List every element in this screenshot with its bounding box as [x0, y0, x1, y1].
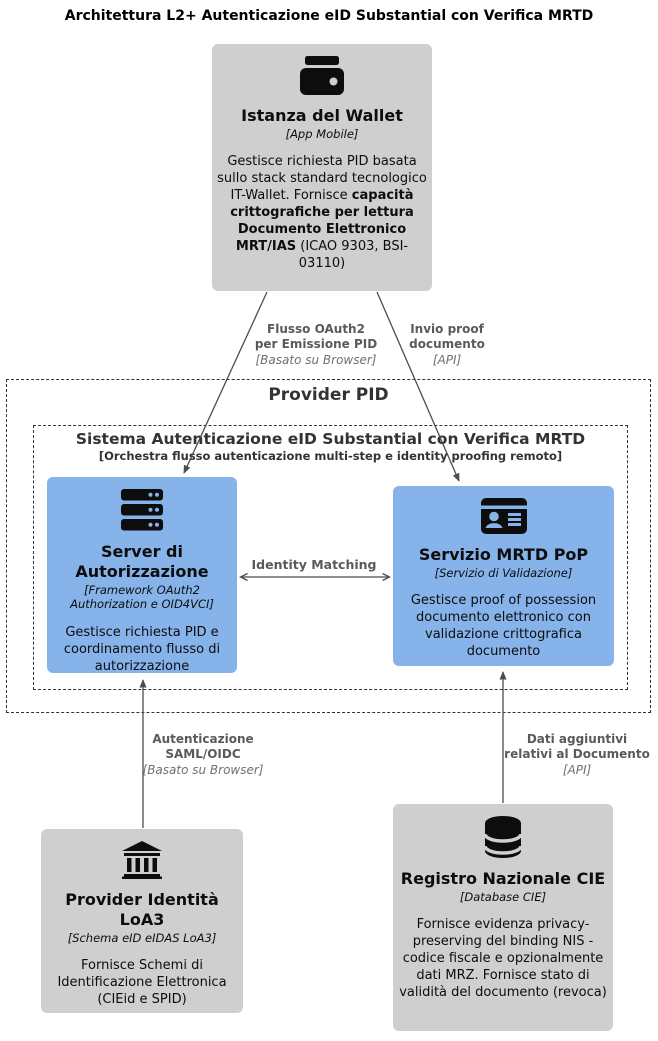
id-card-icon — [481, 498, 527, 538]
node-subtitle: [Servizio di Validazione] — [434, 566, 573, 580]
edge-label-line: Autenticazione — [152, 732, 254, 746]
provider-pid-title: Provider PID — [268, 385, 389, 405]
edge-label-proof-send — [409, 322, 485, 368]
edge-label-line: Flusso OAuth2 — [267, 322, 365, 336]
auth-server-node — [47, 477, 237, 673]
edge-label-doc-data — [504, 732, 650, 778]
cie-registry-node — [393, 804, 613, 1031]
node-subtitle: [App Mobile] — [285, 127, 359, 141]
node-title: Server di Autorizzazione — [75, 542, 209, 581]
edge-label-note: [API] — [432, 352, 462, 367]
sistema-subtitle: [Orchestra flusso autenticazione multi-step e identity proofing remoto] — [98, 449, 563, 463]
edge-label-line: Identity Matching — [251, 557, 377, 572]
node-subtitle: [Database CIE] — [459, 890, 547, 904]
node-description — [212, 154, 432, 272]
node-title: Provider Identità LoA3 — [65, 890, 219, 929]
desc-bold-text: capacità crittografiche per lettura Documento Elettronico MRT/IAS — [230, 188, 414, 254]
desc-text: Gestisce richiesta PID basata sullo stack standard tecnologico IT-Wallet. Fornisce — [217, 154, 427, 204]
edge-label-note: [Basato su Browser] — [142, 762, 264, 777]
edge-label-line: relativi al Documento — [504, 747, 650, 762]
arrow-wallet-to-mrtd-service — [377, 292, 459, 481]
edge-label-line: Invio proof — [410, 322, 484, 336]
node-description: Gestisce richiesta PID e coordinamento flusso di autorizzazione — [63, 624, 221, 674]
mrtd-service-node — [393, 486, 614, 666]
sistema-title: Sistema Autenticazione eID Substantial con Verifica MRTD — [75, 430, 586, 448]
wallet-node — [212, 44, 432, 291]
server-icon — [121, 489, 163, 535]
node-description: Fornisce Schemi di Identificazione Elettronica (CIEid e SPID) — [57, 958, 227, 1008]
edge-label-line: per Emissione PID — [254, 337, 378, 352]
edge-label-line: documento — [409, 337, 485, 352]
edge-label-identity-matching — [252, 557, 377, 573]
node-title: Registro Nazionale CIE — [400, 869, 606, 888]
identity-provider-node — [41, 829, 243, 1013]
wallet-icon — [300, 56, 344, 99]
node-title: Servizio MRTD PoP — [418, 545, 589, 564]
edge-label-line: SAML/OIDC — [165, 747, 241, 762]
arrow-wallet-to-auth-server — [184, 292, 267, 473]
node-title: Istanza del Wallet — [241, 106, 403, 125]
node-subtitle: [Framework OAuth2 Authorization e OID4VCI] — [70, 583, 214, 612]
page-title: Architettura L2+ Autenticazione eID Substantial con Verifica MRTD — [64, 8, 594, 24]
database-icon — [485, 816, 521, 862]
node-description: Fornisce evidenza privacy-preserving del binding NIS - codice fiscale e opzionalmente dati MRZ. Fornisce stato di validità del documento (revoca) — [399, 917, 607, 1000]
node-subtitle: [Schema eID eIDAS LoA3] — [67, 931, 217, 945]
desc-text: (ICAO 9303, BSI-03110) — [296, 238, 409, 271]
edge-label-oauth-flow — [255, 322, 377, 368]
edge-label-note: [Basato su Browser] — [255, 352, 377, 367]
edge-label-saml-auth — [143, 732, 264, 778]
node-description: Gestisce proof of possession documento elettronico con validazione crittografica documento — [410, 593, 597, 660]
edge-label-line: Dati aggiuntivi — [526, 732, 628, 746]
bank-icon — [122, 841, 162, 883]
edge-label-note: [API] — [562, 762, 592, 777]
